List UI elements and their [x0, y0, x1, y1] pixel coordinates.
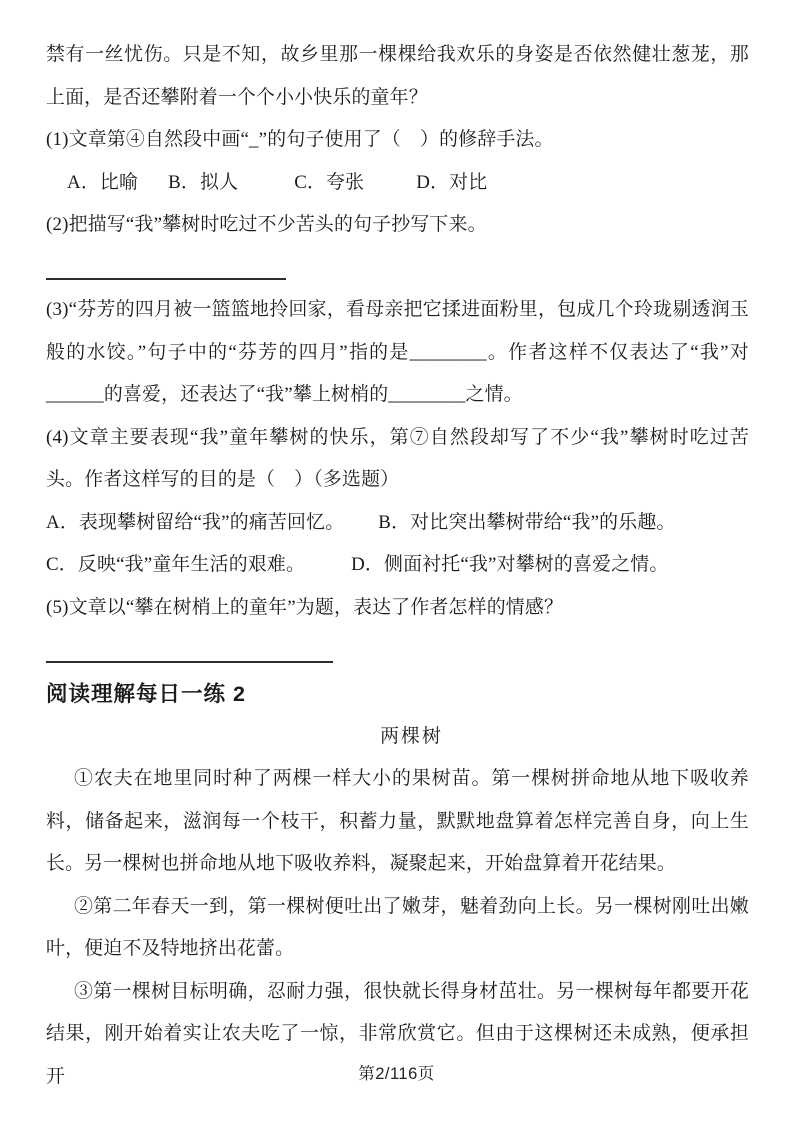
option: D．对比 — [416, 171, 488, 193]
question-4-options-ab — [46, 502, 749, 545]
question-4-options-cd — [46, 544, 749, 587]
answer-underline — [46, 278, 286, 280]
option: D．侧面衬托“我”对攀树的喜爱之情。 — [351, 554, 669, 575]
option: C．夸张 — [294, 171, 365, 193]
question-1-options — [46, 162, 749, 205]
passage-paragraph-1: ①农夫在地里同时种了两棵一样大小的果树苗。第一棵树拼命地从地下吸收养料，储备起来，滋润每一个枝干，积蓄力量，默默地盘算着怎样完善自身，向上生长。另一棵树也拼命地从地下吸收养料，凝聚起来，开始盘算着开花结果。 — [46, 768, 749, 874]
answer-blank-1 — [46, 247, 749, 290]
option: B．对比突出攀树带给“我”的乐趣。 — [378, 511, 676, 533]
section-heading: 阅读理解每日一练 2 — [46, 681, 246, 706]
option: B．拟人 — [168, 171, 239, 193]
passage-paragraph-3: ③第一棵树目标明确，忍耐力强，很快就长得身材茁壮。另一棵树每年都要开花结果，刚开始着实让农夫吃了一惊，非常欣赏它。但由于这棵树还未成熟，便承担开 — [46, 980, 749, 1087]
page-number: 第2/116页 — [358, 1065, 435, 1083]
passage-paragraph-2: ②第二年春天一到，第一棵树便吐出了嫩芽，魅着劲向上长。另一棵树刚吐出嫩叶，便迫不及特地挤出花蕾。 — [46, 895, 749, 959]
question-2: (2)把描写“我”攀树时吃过不少苦头的句子抄写下来。 — [46, 214, 487, 235]
question-1: (1)文章第④自然段中画“_”的句子使用了（ ）的修辞手法。 — [46, 129, 554, 150]
question-5: (5)文章以“攀在树梢上的童年”为题，表达了作者怎样的情感？ — [46, 596, 564, 618]
option: A．比喻 — [67, 171, 139, 193]
passage-title: 两棵树 — [380, 725, 443, 747]
option: C．反映“我”童年生活的艰难。 — [46, 554, 306, 575]
option: A．表现攀树留给“我”的痛苦回忆。 — [46, 511, 345, 533]
document-content — [46, 34, 749, 1098]
answer-blank-2 — [46, 629, 749, 672]
passage-continuation: 禁有一丝忧伤。只是不知，故乡里那一棵棵给我欢乐的身姿是否依然健壮葱茏，那上面，是否还攀附着一个个小小快乐的童年？ — [46, 44, 749, 108]
question-4: (4)文章主要表现“我”童年攀树的快乐，第⑦自然段却写了不少“我”攀树时吃过苦头。作者这样写的目的是（ ）（多选题） — [46, 426, 749, 490]
question-3: (3)“芬芳的四月被一篮篮地拎回家，看母亲把它揉进面粉里，包成几个玲珑剔透润玉般的水饺。”句子中的“芬芳的四月”指的是________。作者这样不仅表达了“我”对______的喜爱，还表达了“我”攀上树梢的________之情。 — [46, 299, 749, 405]
answer-underline — [46, 661, 333, 663]
